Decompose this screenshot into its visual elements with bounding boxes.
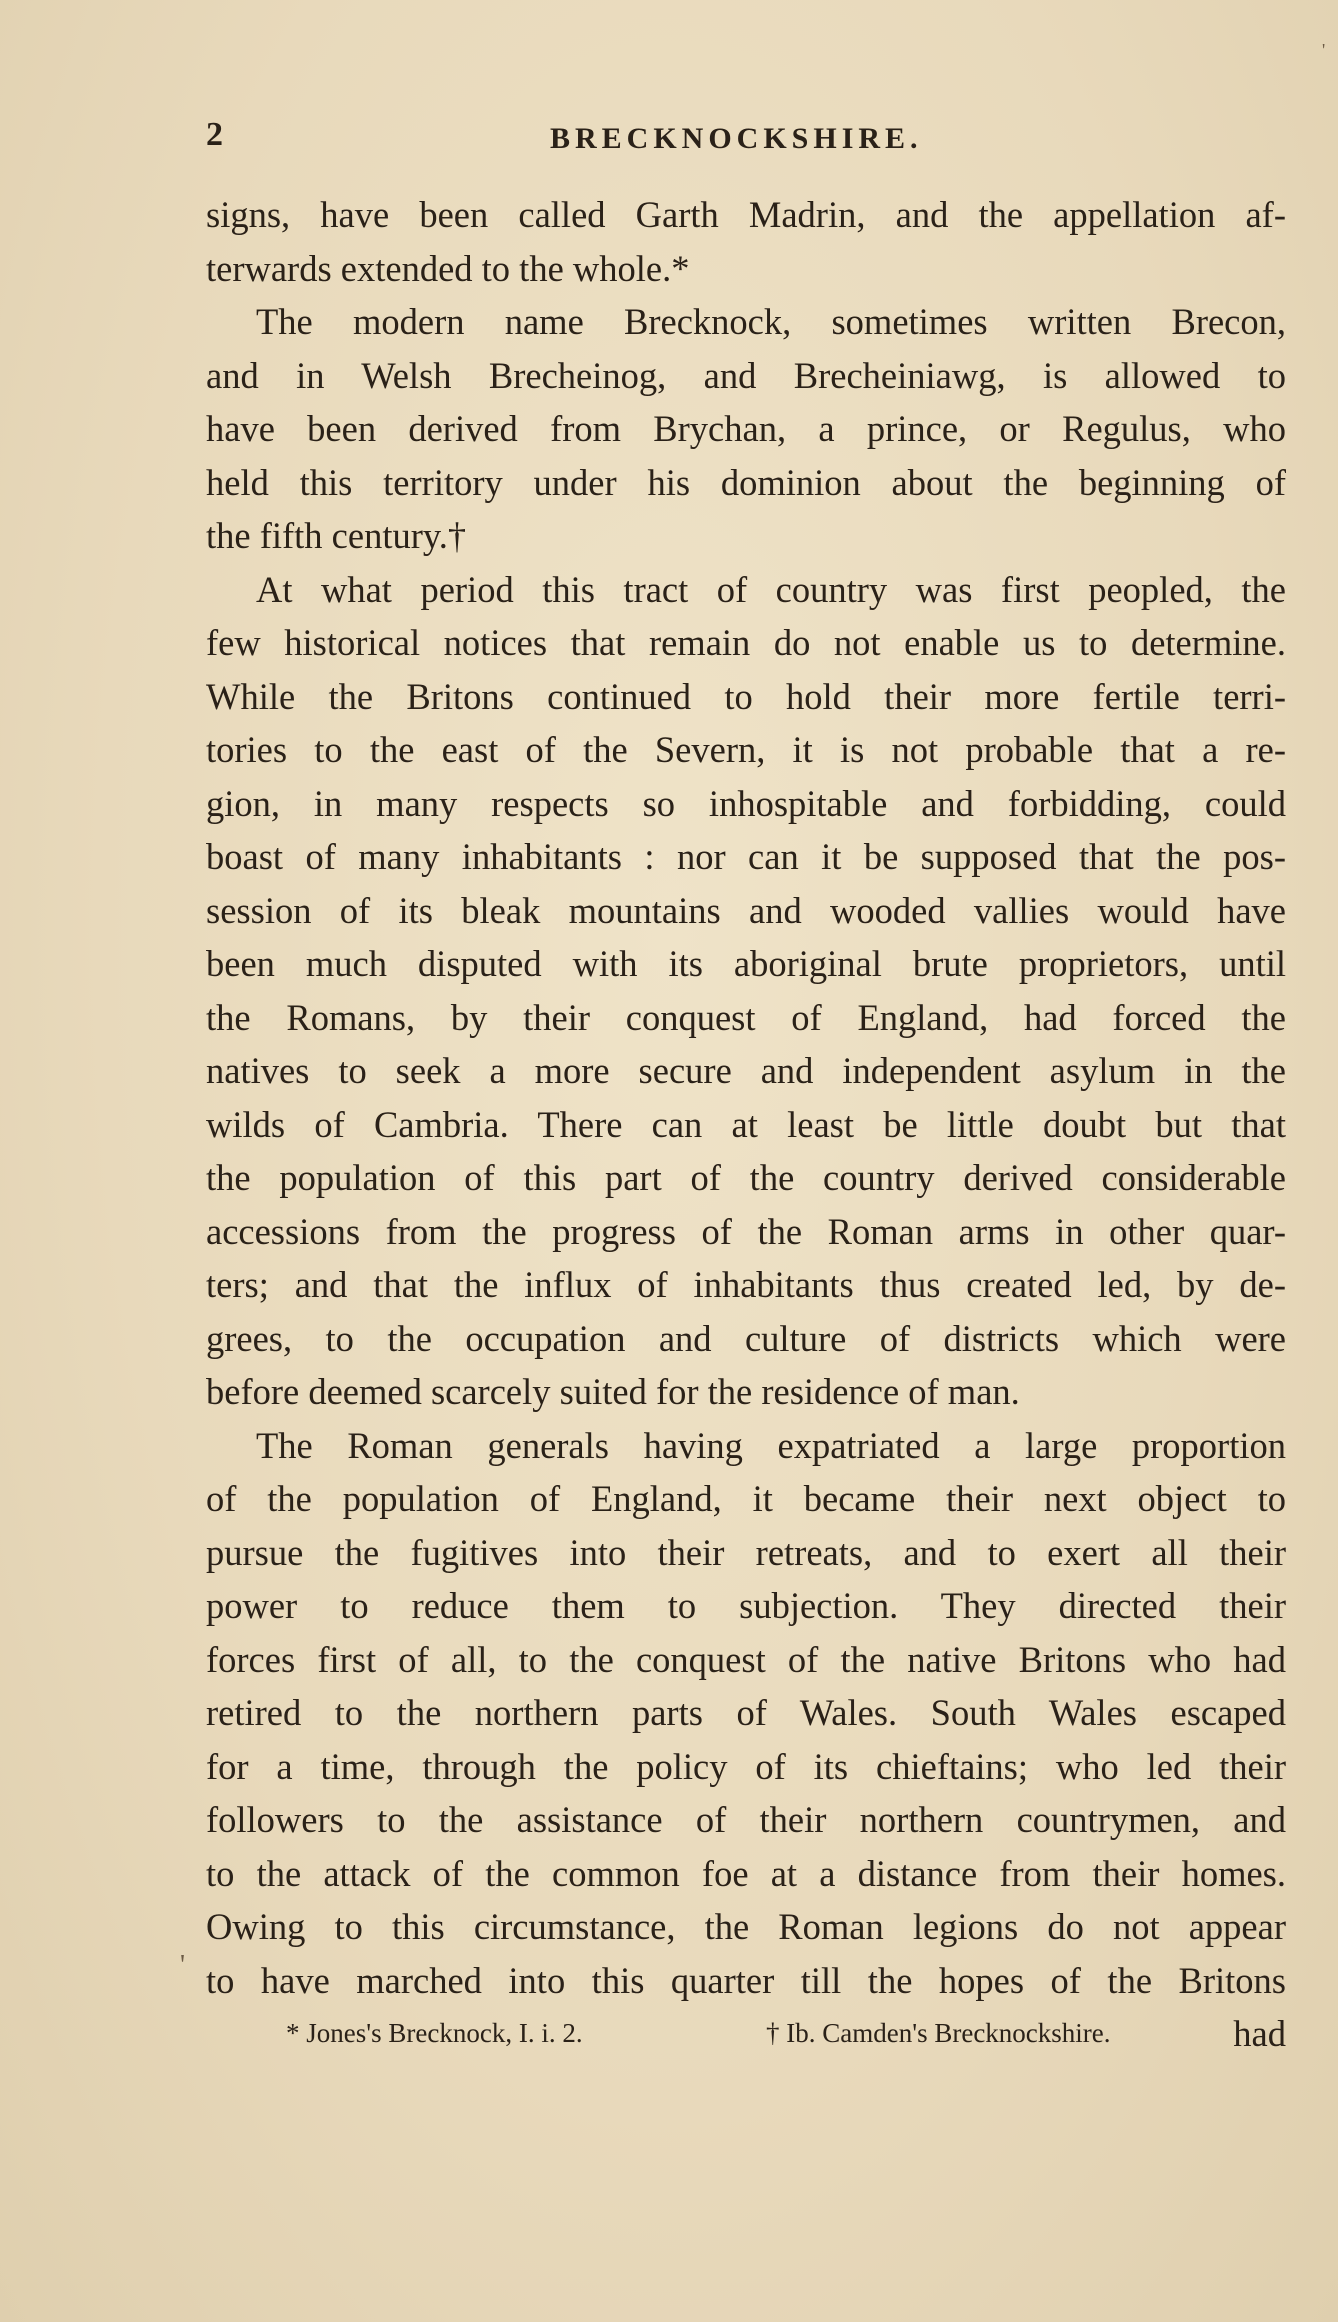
text-line: and in Welsh Brecheinog, and Brecheiniawg, is allowed to <box>206 354 1286 396</box>
footnote-2: † Ib. Camden's Brecknockshire. <box>766 2018 1111 2048</box>
text-line: At what period this tract of country was first peopled, the <box>256 568 1286 610</box>
text-line: signs, have been called Garth Madrin, and the appellation af- <box>206 194 1286 235</box>
text-line: terwards extended to the whole.* <box>206 247 690 289</box>
text-line: Owing to this circumstance, the Roman legions do not appear <box>206 1906 1286 1947</box>
text-line: power to reduce them to subjection. They directed their <box>206 1585 1286 1626</box>
text-line: wilds of Cambria. There can at least be little doubt but that <box>206 1103 1286 1145</box>
text-line: ters; and that the influx of inhabitants thus created led, by de- <box>206 1264 1286 1305</box>
footnotes <box>286 2018 1226 2058</box>
text-line: While the Britons continued to hold their more fertile terri- <box>206 675 1286 717</box>
text-line: retired to the northern parts of Wales. South Wales escaped <box>206 1692 1286 1733</box>
text-line: pursue the fugitives into their retreats, and to exert all their <box>206 1531 1286 1573</box>
text-line: The Roman generals having expatriated a large proportion <box>256 1424 1286 1466</box>
text-line: to have marched into this quarter till the hopes of the Britons <box>206 1959 1286 2001</box>
page-header <box>206 112 1286 162</box>
text-line: of the population of England, it became their next object to <box>206 1478 1286 1519</box>
text-line: gion, in many respects so inhospitable and forbidding, could <box>206 782 1286 824</box>
text-line: forces first of all, to the conquest of the native Britons who had <box>206 1638 1286 1680</box>
running-title: BRECKNOCKSHIRE. <box>550 122 923 155</box>
text-line: boast of many inhabitants : nor can it be supposed that the pos- <box>206 836 1286 877</box>
text-line: held this territory under his dominion about the beginning of <box>206 461 1286 503</box>
text-line: the fifth century.† <box>206 515 467 556</box>
text-line: session of its bleak mountains and wooded vallies would have <box>206 889 1286 931</box>
page-number: 2 <box>206 116 223 153</box>
text-line: to the attack of the common foe at a distance from their homes. <box>206 1852 1286 1894</box>
text-line: before deemed scarcely suited for the residence of man. <box>206 1371 1020 1412</box>
text-line: natives to seek a more secure and independent asylum in the <box>206 1050 1286 1091</box>
footnote-1: * Jones's Brecknock, I. i. 2. <box>286 2018 583 2048</box>
margin-mark: ' <box>180 1950 186 1981</box>
text-line: grees, to the occupation and culture of districts which were <box>206 1317 1286 1359</box>
text-line: for a time, through the policy of its chieftains; who led their <box>206 1745 1286 1787</box>
body-text <box>206 188 1286 2061</box>
text-line: accessions from the progress of the Roman arms in other quar- <box>206 1210 1286 1252</box>
text-line: The modern name Brecknock, sometimes written Brecon, <box>256 301 1286 342</box>
text-line: tories to the east of the Severn, it is not probable that a re- <box>206 729 1286 770</box>
text-line: been much disputed with its aboriginal brute proprietors, until <box>206 943 1286 984</box>
text-line: the Romans, by their conquest of England, had forced the <box>206 996 1286 1038</box>
text-line: followers to the assistance of their northern countrymen, and <box>206 1799 1286 1840</box>
text-line: have been derived from Brychan, a prince, or Regulus, who <box>206 408 1286 449</box>
corner-mark: ' <box>1322 40 1326 60</box>
catchword: had <box>1233 2013 1286 2054</box>
text-line: the population of this part of the country derived considerable <box>206 1157 1286 1198</box>
text-line: few historical notices that remain do not enable us to determine. <box>206 622 1286 663</box>
